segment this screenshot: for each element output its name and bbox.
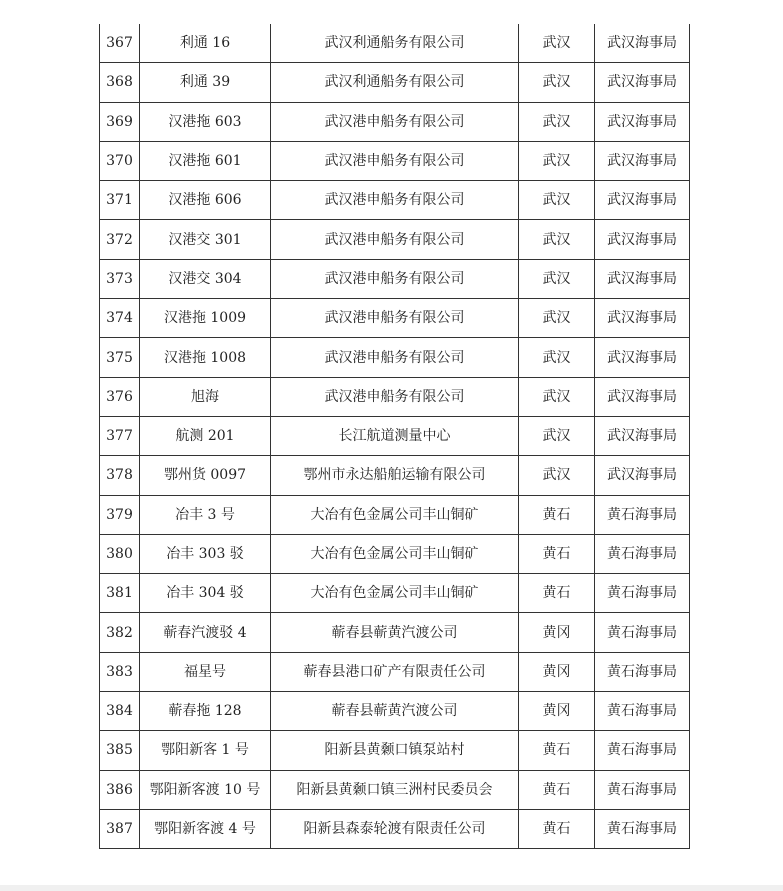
table-row: [100, 377, 690, 416]
ship-name-cell: 鄂阳新客 1 号: [140, 731, 271, 770]
ship-name-cell: 汉港交 301: [140, 220, 271, 259]
company-name-cell: 鄂州市永达船舶运输有限公司: [271, 456, 519, 495]
port-cell: 黄石: [519, 731, 595, 770]
ship-name-cell: 汉港拖 603: [140, 102, 271, 141]
ship-name-cell: 利通 16: [140, 24, 271, 63]
maritime-bureau-cell: 黄石海事局: [595, 692, 690, 731]
maritime-bureau-cell: 武汉海事局: [595, 141, 690, 180]
port-cell: 武汉: [519, 377, 595, 416]
row-number-cell: 382: [100, 613, 140, 652]
maritime-bureau-cell: 武汉海事局: [595, 220, 690, 259]
table-row: [100, 141, 690, 180]
maritime-bureau-cell: 武汉海事局: [595, 24, 690, 63]
row-number-cell: 387: [100, 809, 140, 848]
company-name-cell: 武汉利通船务有限公司: [271, 24, 519, 63]
company-name-cell: 大冶有色金属公司丰山铜矿: [271, 495, 519, 534]
company-name-cell: 长江航道测量中心: [271, 416, 519, 455]
company-name-cell: 阳新县黄颡口镇泵站村: [271, 731, 519, 770]
maritime-bureau-cell: 武汉海事局: [595, 63, 690, 102]
row-number-cell: 370: [100, 141, 140, 180]
ship-name-cell: 鄂州货 0097: [140, 456, 271, 495]
port-cell: 黄石: [519, 809, 595, 848]
port-cell: 黄石: [519, 770, 595, 809]
port-cell: 黄石: [519, 534, 595, 573]
page-bottom-edge: [0, 885, 783, 891]
company-name-cell: 蕲春县港口矿产有限责任公司: [271, 652, 519, 691]
row-number-cell: 368: [100, 63, 140, 102]
maritime-bureau-cell: 武汉海事局: [595, 338, 690, 377]
ship-name-cell: 蕲春汽渡驳 4: [140, 613, 271, 652]
ship-name-cell: 鄂阳新客渡 4 号: [140, 809, 271, 848]
company-name-cell: 武汉港申船务有限公司: [271, 377, 519, 416]
maritime-bureau-cell: 武汉海事局: [595, 456, 690, 495]
company-name-cell: 阳新县森泰轮渡有限责任公司: [271, 809, 519, 848]
ship-name-cell: 汉港拖 1009: [140, 299, 271, 338]
port-cell: 黄冈: [519, 613, 595, 652]
maritime-bureau-cell: 武汉海事局: [595, 259, 690, 298]
ship-name-cell: 蕲春拖 128: [140, 692, 271, 731]
maritime-bureau-cell: 黄石海事局: [595, 495, 690, 534]
company-name-cell: 大冶有色金属公司丰山铜矿: [271, 574, 519, 613]
row-number-cell: 386: [100, 770, 140, 809]
table-body: [100, 24, 690, 849]
maritime-bureau-cell: 武汉海事局: [595, 416, 690, 455]
table-row: [100, 456, 690, 495]
table-row: [100, 63, 690, 102]
port-cell: 黄石: [519, 574, 595, 613]
maritime-bureau-cell: 武汉海事局: [595, 102, 690, 141]
table-row: [100, 102, 690, 141]
maritime-bureau-cell: 黄石海事局: [595, 652, 690, 691]
maritime-bureau-cell: 武汉海事局: [595, 299, 690, 338]
ship-name-cell: 汉港拖 606: [140, 181, 271, 220]
ship-name-cell: 利通 39: [140, 63, 271, 102]
table-row: [100, 613, 690, 652]
ship-name-cell: 冶丰 303 驳: [140, 534, 271, 573]
company-name-cell: 蕲春县蕲黄汽渡公司: [271, 692, 519, 731]
ship-name-cell: 鄂阳新客渡 10 号: [140, 770, 271, 809]
port-cell: 黄冈: [519, 692, 595, 731]
port-cell: 武汉: [519, 63, 595, 102]
row-number-cell: 380: [100, 534, 140, 573]
row-number-cell: 377: [100, 416, 140, 455]
table-row: [100, 24, 690, 63]
company-name-cell: 蕲春县蕲黄汽渡公司: [271, 613, 519, 652]
port-cell: 黄冈: [519, 652, 595, 691]
row-number-cell: 367: [100, 24, 140, 63]
row-number-cell: 384: [100, 692, 140, 731]
ship-name-cell: 汉港交 304: [140, 259, 271, 298]
table-row: [100, 731, 690, 770]
port-cell: 武汉: [519, 102, 595, 141]
port-cell: 武汉: [519, 220, 595, 259]
port-cell: 武汉: [519, 416, 595, 455]
table-row: [100, 338, 690, 377]
table-row: [100, 220, 690, 259]
row-number-cell: 381: [100, 574, 140, 613]
ship-name-cell: 汉港拖 1008: [140, 338, 271, 377]
ship-name-cell: 汉港拖 601: [140, 141, 271, 180]
maritime-bureau-cell: 黄石海事局: [595, 809, 690, 848]
row-number-cell: 376: [100, 377, 140, 416]
port-cell: 武汉: [519, 299, 595, 338]
company-name-cell: 武汉港申船务有限公司: [271, 102, 519, 141]
company-name-cell: 武汉港申船务有限公司: [271, 338, 519, 377]
port-cell: 武汉: [519, 456, 595, 495]
row-number-cell: 379: [100, 495, 140, 534]
company-name-cell: 武汉港申船务有限公司: [271, 141, 519, 180]
company-name-cell: 武汉港申船务有限公司: [271, 299, 519, 338]
company-name-cell: 武汉港申船务有限公司: [271, 220, 519, 259]
company-name-cell: 大冶有色金属公司丰山铜矿: [271, 534, 519, 573]
maritime-bureau-cell: 黄石海事局: [595, 731, 690, 770]
maritime-bureau-cell: 黄石海事局: [595, 534, 690, 573]
company-name-cell: 武汉港申船务有限公司: [271, 259, 519, 298]
ship-name-cell: 航测 201: [140, 416, 271, 455]
table-row: [100, 259, 690, 298]
port-cell: 武汉: [519, 141, 595, 180]
ship-registry-table: [99, 24, 690, 849]
table-row: [100, 495, 690, 534]
maritime-bureau-cell: 黄石海事局: [595, 613, 690, 652]
ship-name-cell: 旭海: [140, 377, 271, 416]
maritime-bureau-cell: 黄石海事局: [595, 770, 690, 809]
table-row: [100, 416, 690, 455]
table-row: [100, 299, 690, 338]
row-number-cell: 371: [100, 181, 140, 220]
table-row: [100, 181, 690, 220]
port-cell: 武汉: [519, 24, 595, 63]
table-row: [100, 652, 690, 691]
row-number-cell: 369: [100, 102, 140, 141]
port-cell: 武汉: [519, 259, 595, 298]
row-number-cell: 378: [100, 456, 140, 495]
row-number-cell: 375: [100, 338, 140, 377]
maritime-bureau-cell: 黄石海事局: [595, 574, 690, 613]
row-number-cell: 383: [100, 652, 140, 691]
maritime-bureau-cell: 武汉海事局: [595, 377, 690, 416]
table-row: [100, 692, 690, 731]
port-cell: 武汉: [519, 181, 595, 220]
table-row: [100, 534, 690, 573]
company-name-cell: 武汉利通船务有限公司: [271, 63, 519, 102]
table-row: [100, 574, 690, 613]
ship-name-cell: 冶丰 3 号: [140, 495, 271, 534]
row-number-cell: 372: [100, 220, 140, 259]
row-number-cell: 374: [100, 299, 140, 338]
row-number-cell: 385: [100, 731, 140, 770]
ship-name-cell: 福星号: [140, 652, 271, 691]
row-number-cell: 373: [100, 259, 140, 298]
port-cell: 武汉: [519, 338, 595, 377]
table-row: [100, 809, 690, 848]
port-cell: 黄石: [519, 495, 595, 534]
company-name-cell: 武汉港申船务有限公司: [271, 181, 519, 220]
ship-name-cell: 冶丰 304 驳: [140, 574, 271, 613]
company-name-cell: 阳新县黄颡口镇三洲村民委员会: [271, 770, 519, 809]
table-row: [100, 770, 690, 809]
maritime-bureau-cell: 武汉海事局: [595, 181, 690, 220]
